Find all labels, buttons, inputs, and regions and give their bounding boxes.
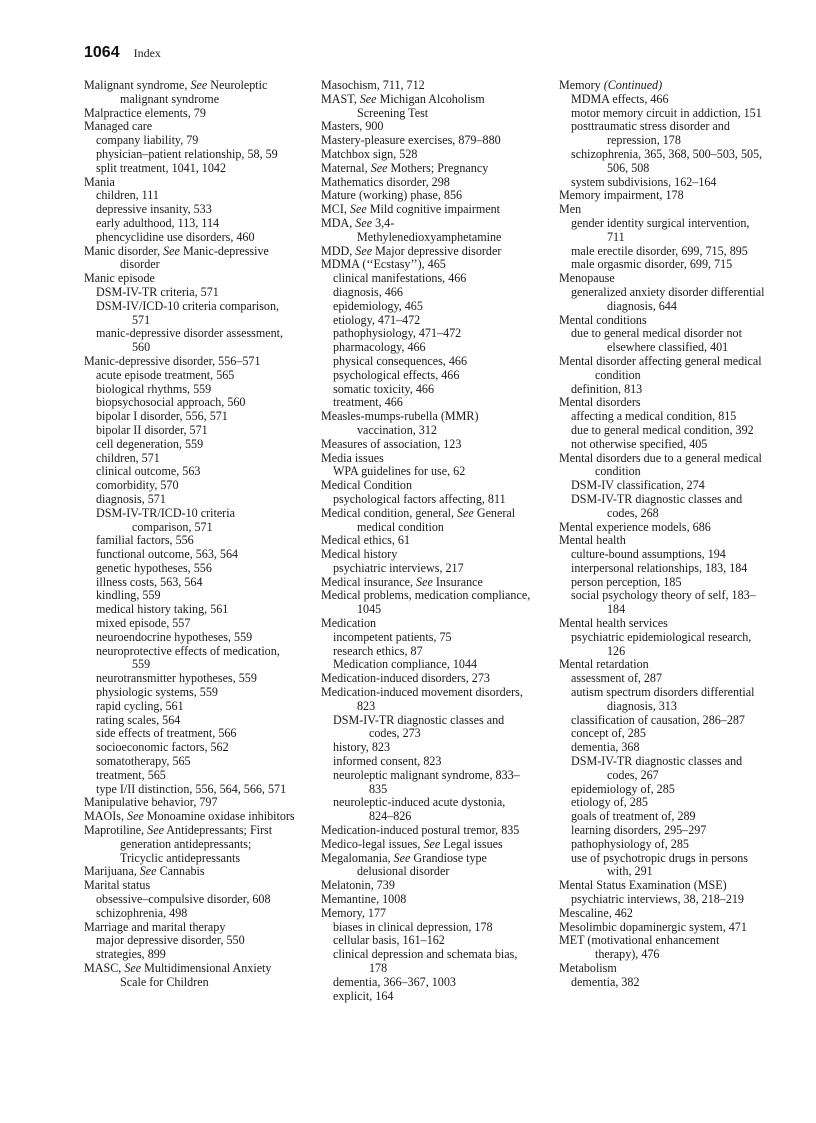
index-subentry: Medication compliance, 1044	[333, 657, 478, 672]
index-main-entry: Masochism, 711, 712	[321, 78, 425, 92]
index-subentry: neuroprotective effects of medication, 559	[96, 643, 280, 672]
index-main-entry: Manipulative behavior, 797	[84, 795, 218, 810]
index-subentry: generalized anxiety disorder differential diagnosis, 644	[571, 284, 765, 313]
index-main-entry: Mastery-pleasure exercises, 879–880	[321, 133, 501, 148]
index-subentry: manic-depressive disorder assessment, 560	[96, 326, 284, 355]
index-main-entry: Marijuana, See Cannabis	[84, 864, 205, 879]
index-column-1	[84, 79, 296, 990]
index-subentry: etiology of, 285	[571, 795, 648, 810]
index-main-entry: Mental experience models, 686	[559, 519, 711, 534]
index-main-entry: Menopause	[559, 271, 615, 286]
index-subentry: clinical depression and schemata bias, 178	[333, 947, 518, 975]
index-main-entry: Measures of association, 123	[321, 436, 462, 451]
index-subentry: DSM-IV-TR diagnostic classes and codes, 273	[333, 712, 505, 741]
index-main-entry: MAST, See Michigan Alcoholism Screening Test	[321, 91, 485, 120]
index-subentry: incompetent patients, 75	[333, 629, 452, 644]
index-main-entry: MDA, See 3,4-Methylenedioxyamphetamine	[321, 215, 502, 244]
index-main-entry: Malpractice elements, 79	[84, 105, 206, 120]
index-main-entry: Memory impairment, 178	[559, 188, 684, 203]
index-main-entry: Mental disorder affecting general medical condition	[559, 353, 762, 382]
index-subentry: dementia, 368	[571, 740, 640, 755]
index-subentry: illness costs, 563, 564	[96, 574, 203, 589]
page-number: 1064	[84, 44, 120, 61]
index-subentry: split treatment, 1041, 1042	[96, 160, 226, 175]
index-main-entry: Media issues	[321, 450, 384, 465]
index-subentry: research ethics, 87	[333, 643, 423, 658]
index-main-entry: Medication-induced movement disorders, 823	[321, 685, 523, 713]
index-subentry: gender identity surgical intervention, 711	[571, 215, 750, 244]
index-main-entry: Mania	[84, 174, 115, 189]
index-subentry: MDMA effects, 466	[571, 91, 669, 106]
index-main-entry: MCI, See Mild cognitive impairment	[321, 202, 501, 217]
index-subentry: strategies, 899	[96, 947, 166, 962]
index-main-entry: Memory (Continued)	[559, 78, 663, 92]
index-subentry: bipolar I disorder, 556, 571	[96, 409, 228, 424]
index-subentry: neurotransmitter hypotheses, 559	[96, 671, 257, 686]
index-subentry: schizophrenia, 498	[96, 905, 188, 920]
index-subentry: rating scales, 564	[96, 712, 181, 727]
index-subentry: psychiatric interviews, 217	[333, 560, 464, 575]
index-subentry: familial factors, 556	[96, 533, 194, 548]
index-subentry: kindling, 559	[96, 588, 161, 603]
index-subentry: posttraumatic stress disorder and repression, 178	[571, 119, 730, 148]
index-subentry: etiology, 471–472	[333, 312, 421, 327]
index-subentry: DSM-IV/ICD-10 criteria comparison, 571	[96, 298, 280, 327]
index-subentry: acute episode treatment, 565	[96, 367, 235, 382]
index-subentry: dementia, 366–367, 1003	[333, 974, 456, 989]
index-subentry: major depressive disorder, 550	[96, 933, 245, 948]
index-subentry: assessment of, 287	[571, 671, 663, 686]
index-subentry: epidemiology of, 285	[571, 781, 675, 796]
index-subentry: culture-bound assumptions, 194	[571, 547, 726, 562]
index-subentry: affecting a medical condition, 815	[571, 409, 737, 424]
index-subentry: biases in clinical depression, 178	[333, 919, 493, 934]
index-subentry: social psychology theory of self, 183–184	[571, 588, 756, 617]
index-subentry: functional outcome, 563, 564	[96, 547, 239, 562]
index-main-entry: MAOIs, See Monoamine oxidase inhibitors	[84, 809, 295, 824]
index-subentry: medical history taking, 561	[96, 602, 229, 617]
index-subentry: side effects of treatment, 566	[96, 726, 237, 741]
index-subentry: classification of causation, 286–287	[571, 712, 745, 727]
index-main-entry: Mental disorders due to a general medical condition	[559, 450, 762, 479]
index-subentry: informed consent, 823	[333, 754, 442, 769]
index-column-3	[559, 79, 765, 990]
index-subentry: pharmacology, 466	[333, 340, 426, 355]
index-subentry: socioeconomic factors, 562	[96, 740, 229, 755]
index-main-entry: Maprotiline, See Antidepressants; First generation antidepressants; Tricyclic antidepressants	[84, 823, 273, 865]
index-subentry: epidemiology, 465	[333, 298, 423, 313]
index-main-entry: Medical insurance, See Insurance	[321, 574, 483, 589]
index-subentry: company liability, 79	[96, 133, 199, 148]
index-main-entry: MDMA (‘‘Ecstasy’’), 465	[321, 257, 446, 272]
index-subentry: clinical outcome, 563	[96, 464, 201, 479]
index-subentry: concept of, 285	[571, 726, 646, 741]
index-subentry: diagnosis, 571	[96, 491, 166, 506]
index-subentry: learning disorders, 295–297	[571, 823, 707, 838]
index-main-entry: Malignant syndrome, See Neuroleptic malignant syndrome	[84, 78, 268, 106]
index-subentry: schizophrenia, 365, 368, 500–503, 505, 506, 508	[571, 146, 763, 175]
index-subentry: psychological effects, 466	[333, 367, 460, 382]
index-subentry: WPA guidelines for use, 62	[333, 464, 466, 479]
page-header	[84, 44, 161, 62]
index-subentry: motor memory circuit in addiction, 151	[571, 105, 762, 120]
index-main-entry: Maternal, See Mothers; Pregnancy	[321, 160, 489, 175]
index-main-entry: Mesolimbic dopaminergic system, 471	[559, 919, 747, 934]
index-subentry: DSM-IV-TR diagnostic classes and codes, 267	[571, 754, 743, 782]
index-subentry: due to general medical condition, 392	[571, 422, 754, 437]
index-subentry: psychiatric epidemiological research, 126	[571, 629, 752, 658]
index-subentry: treatment, 466	[333, 395, 403, 410]
index-main-entry: MET (motivational enhancement therapy), 476	[559, 933, 720, 962]
index-subentry: physician–patient relationship, 58, 59	[96, 146, 278, 161]
index-subentry: male orgasmic disorder, 699, 715	[571, 257, 733, 272]
index-subentry: system subdivisions, 162–164	[571, 174, 717, 189]
index-subentry: somatic toxicity, 466	[333, 381, 434, 396]
index-subentry: DSM-IV-TR diagnostic classes and codes, 268	[571, 491, 743, 520]
index-subentry: clinical manifestations, 466	[333, 271, 467, 286]
index-main-entry: Medication-induced disorders, 273	[321, 671, 490, 686]
index-subentry: obsessive–compulsive disorder, 608	[96, 892, 271, 907]
index-subentry: phencyclidine use disorders, 460	[96, 229, 255, 244]
index-subentry: cellular basis, 161–162	[333, 933, 445, 948]
index-main-entry: Medical condition, general, See General medical condition	[321, 505, 516, 534]
index-subentry: DSM-IV-TR criteria, 571	[96, 284, 219, 299]
index-main-entry: Mental conditions	[559, 312, 647, 327]
index-main-entry: Memantine, 1008	[321, 892, 407, 907]
index-subentry: psychiatric interviews, 38, 218–219	[571, 892, 744, 907]
index-subentry: neuroleptic-induced acute dystonia, 824–826	[333, 795, 506, 824]
index-main-entry: Mental health	[559, 533, 626, 548]
index-main-entry: Medical history	[321, 547, 398, 562]
index-subentry: cell degeneration, 559	[96, 436, 204, 451]
index-main-entry: Mental disorders	[559, 395, 641, 410]
index-main-entry: Melatonin, 739	[321, 878, 395, 893]
index-subentry: use of psychotropic drugs in persons with, 291	[571, 850, 749, 879]
index-subentry: due to general medical disorder not elsewhere classified, 401	[571, 326, 742, 355]
index-main-entry: Mature (working) phase, 856	[321, 188, 463, 203]
index-main-entry: Medical problems, medication compliance, 1045	[321, 588, 531, 617]
index-main-entry: Mathematics disorder, 298	[321, 174, 450, 189]
index-main-entry: Mental retardation	[559, 657, 649, 672]
index-subentry: physical consequences, 466	[333, 353, 467, 368]
index-main-entry: Memory, 177	[321, 905, 387, 920]
index-main-entry: Mescaline, 462	[559, 905, 633, 920]
index-main-entry: Men	[559, 202, 582, 217]
index-main-entry: Medico-legal issues, See Legal issues	[321, 836, 503, 851]
index-main-entry: Mental Status Examination (MSE)	[559, 878, 727, 893]
index-main-entry: Measles-mumps-rubella (MMR) vaccination, 312	[321, 409, 479, 437]
index-main-entry: MDD, See Major depressive disorder	[321, 243, 502, 258]
index-subentry: goals of treatment of, 289	[571, 809, 696, 824]
index-main-entry: Marital status	[84, 878, 151, 893]
index-main-entry: Medical ethics, 61	[321, 533, 410, 548]
index-subentry: somatotherapy, 565	[96, 754, 191, 769]
index-subentry: definition, 813	[571, 381, 643, 396]
index-main-entry: Mental health services	[559, 616, 668, 631]
index-subentry: children, 571	[96, 450, 160, 465]
index-main-entry: Marriage and marital therapy	[84, 919, 226, 934]
index-main-entry: Managed care	[84, 119, 153, 134]
index-main-entry: Metabolism	[559, 961, 617, 975]
index-main-entry: Manic disorder, See Manic-depressive disorder	[84, 243, 269, 272]
index-subentry: children, 111	[96, 188, 159, 203]
index-subentry: pathophysiology of, 285	[571, 836, 689, 851]
index-subentry: depressive insanity, 533	[96, 202, 212, 217]
index-subentry: neuroendocrine hypotheses, 559	[96, 629, 253, 644]
index-main-entry: Manic episode	[84, 271, 155, 286]
index-subentry: genetic hypotheses, 556	[96, 560, 212, 575]
index-subentry: DSM-IV classification, 274	[571, 478, 705, 493]
index-subentry: history, 823	[333, 740, 390, 755]
index-subentry: neuroleptic malignant syndrome, 833–835	[333, 767, 520, 796]
index-subentry: diagnosis, 466	[333, 284, 403, 299]
index-subentry: psychological factors affecting, 811	[333, 491, 506, 506]
index-subentry: autism spectrum disorders differential diagnosis, 313	[571, 685, 755, 713]
index-subentry: early adulthood, 113, 114	[96, 215, 220, 230]
index-subentry: bipolar II disorder, 571	[96, 422, 208, 437]
index-subentry: type I/II distinction, 556, 564, 566, 571	[96, 781, 287, 796]
index-main-entry: Megalomania, See Grandiose type delusional disorder	[321, 850, 487, 879]
index-subentry: male erectile disorder, 699, 715, 895	[571, 243, 748, 258]
running-head: Index	[133, 46, 161, 60]
index-subentry: mixed episode, 557	[96, 616, 191, 631]
index-main-entry: Medication-induced postural tremor, 835	[321, 823, 520, 838]
index-subentry: treatment, 565	[96, 767, 166, 782]
index-main-entry: Medication	[321, 616, 377, 631]
index-subentry: rapid cycling, 561	[96, 698, 184, 713]
index-main-entry: Masters, 900	[321, 119, 384, 134]
index-subentry: not otherwise specified, 405	[571, 436, 708, 451]
index-subentry: pathophysiology, 471–472	[333, 326, 462, 341]
index-subentry: comorbidity, 570	[96, 478, 179, 493]
index-main-entry: Manic-depressive disorder, 556–571	[84, 353, 261, 368]
index-subentry: explicit, 164	[333, 988, 394, 1003]
index-subentry: DSM-IV-TR/ICD-10 criteria comparison, 571	[96, 505, 235, 534]
index-subentry: person perception, 185	[571, 574, 682, 589]
index-main-entry: Medical Condition	[321, 478, 413, 493]
index-main-entry: Matchbox sign, 528	[321, 146, 418, 161]
index-subentry: biopsychosocial approach, 560	[96, 395, 246, 410]
index-subentry: dementia, 382	[571, 974, 640, 989]
index-main-entry: MASC, See Multidimensional Anxiety Scale for Children	[84, 961, 272, 989]
index-subentry: biological rhythms, 559	[96, 381, 212, 396]
index-column-2	[321, 79, 531, 1003]
index-subentry: physiologic systems, 559	[96, 685, 218, 700]
index-subentry: interpersonal relationships, 183, 184	[571, 560, 748, 575]
